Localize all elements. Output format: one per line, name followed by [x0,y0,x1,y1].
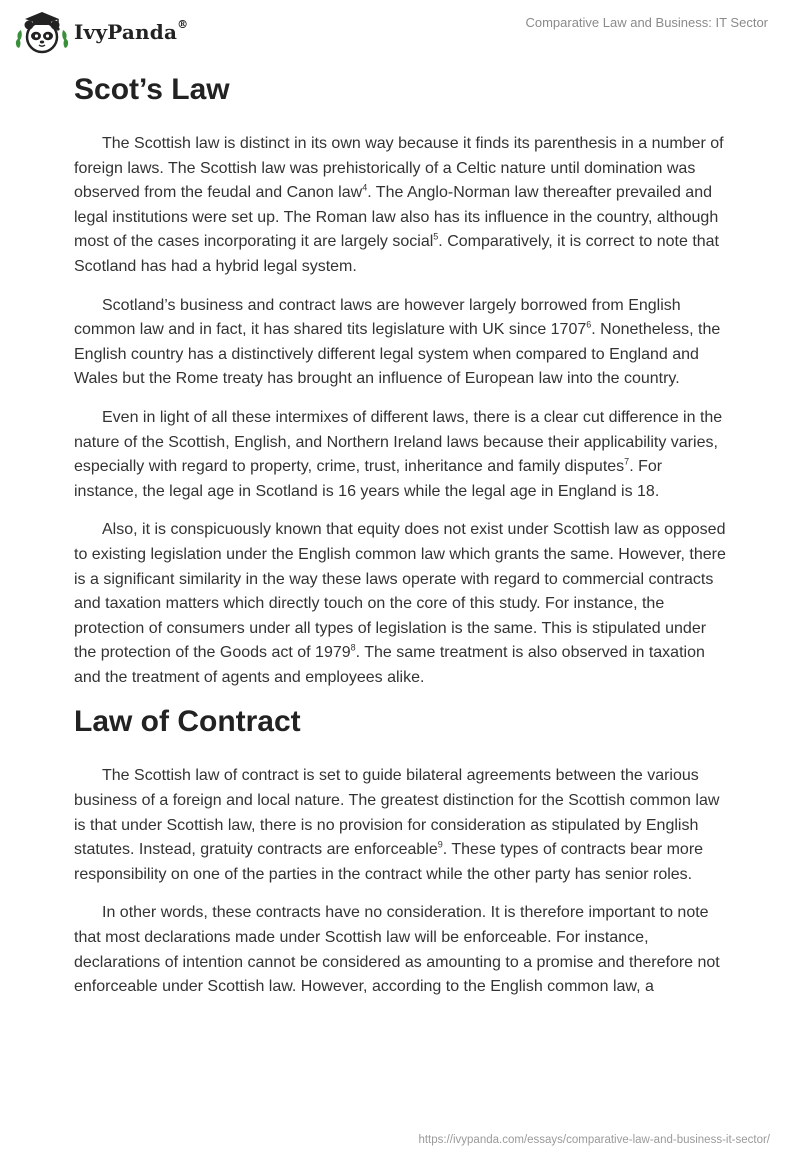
panda-graduate-icon [14,9,70,55]
document-title: Comparative Law and Business: IT Sector [525,15,768,30]
page-header [0,0,800,62]
essay-content [74,72,726,1014]
footnote-ref[interactable]: 5 [433,232,439,243]
paragraph-text: . These types of contracts bear more responsibility on one of the parties in the contract while the other party has senior roles. [74,841,704,883]
section-heading-scots-law: Scot’s Law [74,73,230,106]
registered-mark: ® [177,18,189,31]
paragraph [74,294,726,392]
paragraph-text: Also, it is conspicuously known that equity does not exist under Scottish law as opposed to existing legislation under the English common law which grants the same. However, there is a significant similarity in the way these laws operate with regard to commercial contracts and taxation matters which directly touch on the core of this study. For instance, the protection of consumers under all types of legislation is the same. This is stipulated under the protection of the Goods act of 1979 [74,521,726,662]
footnote-ref[interactable]: 6 [586,319,592,330]
paragraph-text: Scotland’s business and contract laws are however largely borrowed from English common law and in fact, it has shared tits legislature with UK since 1707 [74,296,681,339]
footnote-ref[interactable]: 8 [350,642,356,653]
paragraph-text: . For instance, the legal age in Scotland is 16 years while the legal age in England is 18. [74,458,663,500]
paragraph-text: . Nonetheless, the English country has a distinctively different legal system when compared to England and Wales but the Rome treaty has brought an influence of European law into the country. [74,321,721,388]
paragraph-text: . Comparatively, it is correct to note that Scotland has had a hybrid legal system. [74,233,719,275]
logo-wordmark [74,20,188,44]
ivypanda-logo[interactable] [14,9,188,55]
paragraph-text: . The Anglo-Norman law thereafter prevailed and legal institutions were set up. The Roman law also has its influence in the country, although most of the cases incorporating it are largely social [74,184,719,251]
paragraph-text: The Scottish law of contract is set to guide bilateral agreements between the various business of a foreign and local nature. The greatest distinction for the Scottish common law is that under Scottish law, there is no provision for consideration as stipulated by English statutes. Instead, gratuity contracts are enforceable [74,767,720,859]
paragraph-text: The Scottish law is distinct in its own way because it finds its parenthesis in a number of foreign laws. The Scottish law was prehistorically of a Celtic nature until domination was observed from the feudal and Canon law [74,135,724,202]
paragraph [74,518,726,690]
paragraph [74,901,726,999]
paragraph-text: Even in light of all these intermixes of different laws, there is a clear cut difference in the nature of the Scottish, English, and Northern Ireland laws because their applicability varies, especially with regard to property, crime, trust, inheritance and family disputes [74,408,723,476]
paragraph [74,406,726,504]
source-url[interactable]: https://ivypanda.com/essays/comparative-law-and-business-it-sector/ [418,1134,770,1146]
footnote-ref[interactable]: 4 [362,182,368,193]
logo-text: IvyPanda [74,20,178,44]
footnote-ref[interactable]: 7 [624,456,630,467]
paragraph [74,132,726,280]
paragraph [74,764,726,887]
paragraph-text: In other words, these contracts have no consideration. It is therefore important to note that most declarations made under Scottish law will be enforceable. For instance, declarations of intention cannot be considered as amounting to a promise and therefore not enforceable under Scottish law. However, according to the English common law, a [74,904,720,996]
footnote-ref[interactable]: 9 [437,839,443,850]
section-heading-law-of-contract: Law of Contract [74,705,301,739]
paragraph-text: . The same treatment is also observed in taxation and the treatment of agents and employees alike. [74,644,705,686]
